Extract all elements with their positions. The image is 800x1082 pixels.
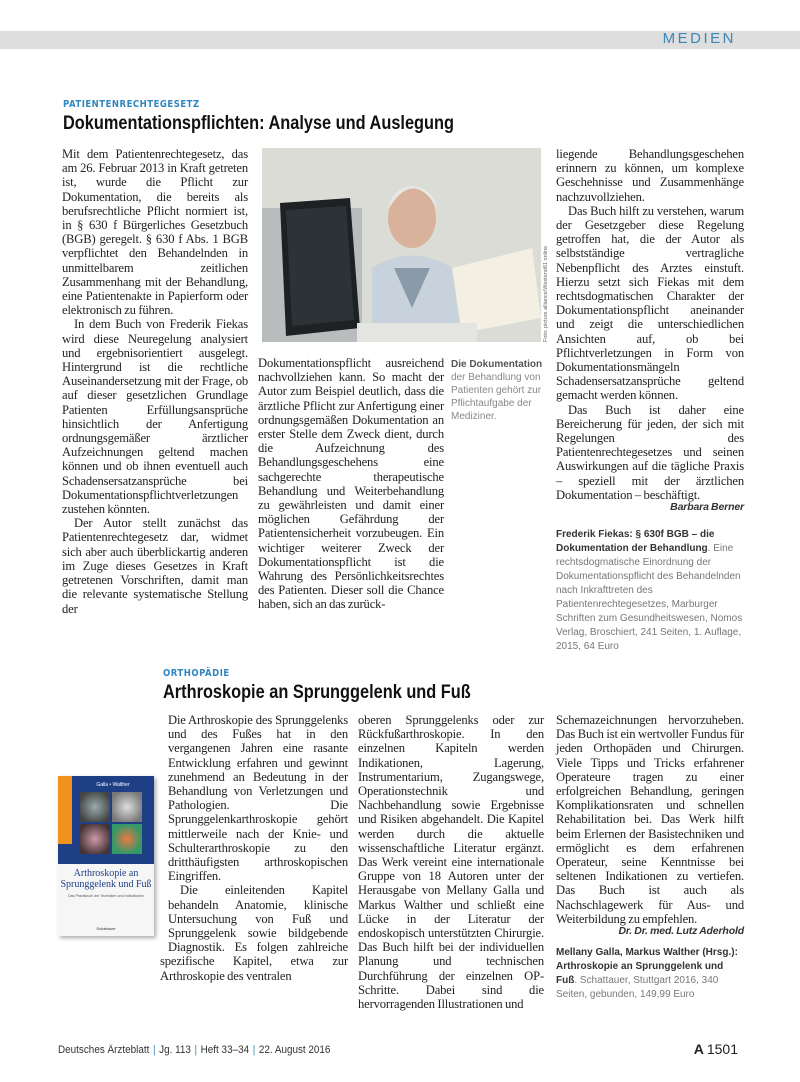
paragraph: Die Arthroskopie des Sprunggelenks und des Fußes hat in den vergangenen Jahren eine rasante Entwicklung erfahren und gewinnt zunehmend an Bedeutung in der Behandlung von Verletzungen und Pathologien. Die Sprunggelenkarthroskopie gehört mittlerweile nach der Knie- und Schulterarthroskopie zu den dritthäufigsten arthroskopischen Eingriffen. (168, 713, 348, 884)
doctor-photo-illustration (262, 148, 541, 342)
article1-kicker: PATIENTENRECHTEGESETZ (63, 99, 200, 110)
paragraph: Das Buch hilft zu verstehen, warum der Gesetzgeber diese Regelung getroffen hat, die der Autor als selbstständige vertragliche Nebenpflicht des Arztes einstuft. Hierzu setzt sich Fiekas mit dem rechtsdogmatischen Charakter der Dokumentationspflicht aneinander und zeigt die unterschiedlichen Ansichten auf, ob bei Pflichtverletzungen in Form von Dokumentationsmängeln Schadensersatzansprüche geltend gemacht werden können. (556, 203, 744, 403)
caption-text: der Behandlung von Patienten gehört zur Pflichtaufgabe der Mediziner. (451, 372, 542, 422)
article1-column-2 (258, 356, 444, 612)
book-authors: Galla • Walther (96, 782, 130, 788)
book-image (112, 792, 142, 822)
page-footer: Deutsches Ärzteblatt | Jg. 113 | Heft 33–34 | 22. August 2016 (58, 1044, 331, 1056)
article2-column-1 (160, 713, 348, 983)
bib-title: Mellany Galla, Markus Walther (Hrsg.): Arthroskopie an Sprunggelenk und Fuß (556, 947, 738, 987)
article1-column-3 (556, 147, 744, 654)
book-publisher: Schattauer (96, 926, 116, 931)
photo-caption (451, 358, 543, 423)
bib-title: Frederik Fiekas: § 630f BGB – die Dokumentation der Behandlung (556, 529, 715, 555)
book-image (112, 824, 142, 854)
issue-date: 22. August 2016 (258, 1044, 331, 1056)
article2-column-3 (556, 713, 744, 1002)
caption-lead: Die Dokumentation (451, 359, 543, 370)
book-image (80, 792, 110, 822)
article2-author: Dr. Dr. med. Lutz Aderhold (618, 925, 744, 938)
article1-photo-doctor (262, 148, 541, 342)
book-image (80, 824, 110, 854)
article1-author: Barbara Berner (670, 501, 744, 514)
issue: Heft 33–34 (200, 1044, 250, 1056)
paragraph: In dem Buch von Frederik Fiekas wird diese Neuregelung analysiert und ergebnisorientiert ausgelegt. Hintergrund ist die rechtliche Auseinandersetzung mit der Frage, ob auf dieser gesetzlichen Grundlage Patienten Erfüllungsansprüche hinsichtlich der Anfertigung ordnungsgemäßer ärztlicher Aufzeichnungen geltend machen können und ob ihnen eventuell auch Schadensersatzansprüche bei Dokumentationspflichtverletzungen zustehen könnten. (62, 317, 248, 517)
bib-details: . Schattauer, Stuttgart 2016, 340 Seiten, gebunden, 149,99 Euro (556, 975, 719, 1001)
book-cover-stripe (58, 776, 72, 844)
article1-column-1 (62, 147, 248, 616)
article2-column-2 (358, 713, 544, 1011)
paragraph: Der Autor stellt zunächst das Patientenrechtegesetz dar, widmet sich aber auch überblickartig anderen im Zuge dieses Gesetzes in Kraft getretenen Vorschriften, damit man die relevante systematische Stellung der (62, 516, 248, 616)
volume: Jg. 113 (159, 1044, 191, 1056)
paragraph: Die einleitenden Kapitel behandeln Anatomie, klinische Untersuchung von Fuß und Sprunggelenk sowie bildgebende Diagnostik. Es folgen zahlreiche spezifische Kapitel, etwa zur Arthroskopie des ventralen (160, 883, 348, 983)
book-cover (58, 776, 154, 936)
article1-title: Dokumentationspflichten: Analyse und Auslegung (63, 113, 454, 134)
book-wrap-spacer (160, 756, 168, 941)
photo-credit: Foto: picture alliance/Westend61 online (543, 245, 549, 342)
article1-bibliography (556, 528, 744, 654)
journal-name: Deutsches Ärzteblatt (58, 1044, 150, 1056)
paragraph: oberen Sprunggelenks oder zur Rückfußarthroskopie. In den einzelnen Kapiteln werden Indikationen, Lagerung, Instrumentarium, Zugangswege, Operationstechnik und Nachbehandlung sowie Ergebnisse und Risiken abgehandelt. Die Kapitel werden durch die aktuelle wissenschaftliche Literatur ergänzt. Das Werk vereint eine internationale Gruppe von 18 Autoren unter der Herausgabe von Mellany Galla und Markus Walther und schließt eine Lücke in der Literatur der endoskopisch unterstützten Chirurgie. Das Buch hilft bei der individuellen Planung und technischen Durchführung der einzelnen OP-Schritte. Dabei sind die hervorragenden Illustrationen und (358, 713, 544, 1012)
paragraph: Dokumentationspflicht ausreichend nachvollziehen kann. So macht der Autor zum Beispiel deutlich, dass die ärztliche Pflicht zur Anfertigung einer ordnungsgemäßen Dokumentation an erster Stelle dem Zweck dient, durch die Aufzeichnung des Behandlungsgeschehens eine sachgerechte therapeutische Behandlung und Weiterbehandlung zu gewährleisten und damit einer möglichen Gefährdung der Patientensicherheit vorzubeugen. Ein wichtiger weiterer Zweck der Dokumentationspflicht ist die Wahrung des Persönlichkeitsrechtes des Patienten. Dieser soll die Chance haben, sich an das zurück- (258, 356, 444, 612)
article2-bibliography (556, 946, 744, 1002)
paragraph: Mit dem Patientenrechtegesetz, das am 26. Februar 2013 in Kraft getreten ist, wurde die Pflicht zur Dokumentation, die bereits als berufsrechtliche Pflicht normiert ist, in § 630 f Bürgerliches Gesetzbuch (BGB) geregelt. § 630 f Abs. 1 BGB verpflichtet den Behandelnden in unmittelbarem zeitlichen Zusammenhang mit der Behandlung, eine Patientenakte in Papierform oder elektronisch zu führen. (62, 147, 248, 318)
article2-kicker: ORTHOPÄDIE (163, 668, 230, 679)
article2-title: Arthroskopie an Sprunggelenk und Fuß (163, 682, 471, 703)
page-prefix: A (693, 1041, 704, 1057)
book-title: Arthroskopie an Sprunggelenk und Fuß (60, 868, 152, 890)
paragraph: liegende Behandlungsgeschehen erinnern zu können, um komplexe Geschehnisse und Zusammenhänge nachzuvollziehen. (556, 147, 744, 204)
section-label: MEDIEN (662, 30, 736, 47)
paragraph: Das Buch ist daher eine Bereicherung für jeden, der sich mit Regelungen des Patientenrechtegesetzes und seinen Auswirkungen auf die tägliche Praxis – speziell mit der ärztlichen Dokumentation – beschäftigt. (556, 402, 744, 502)
page-number-value: 1501 (706, 1041, 738, 1057)
page-number (694, 1041, 738, 1057)
book-subtitle: Das Praxisbuch der Techniken und Indikationen (68, 894, 144, 898)
bib-details: . Eine rechtsdogmatische Einordnung der Dokumentationspflicht des Behandelnden nach Inkrafttreten des Patientenrechtegesetzes, Marburger Schriften zum Gesundheitswesen, Nomos Verlag, Broschiert, 241 Seiten, 1. Auflage, 2015, 64 Euro (556, 543, 743, 653)
paragraph: Schemazeichnungen hervorzuheben. Das Buch ist ein wertvoller Fundus für jeden Orthopäden und Chirurgen. Viele Tipps und Tricks erfahrener Operateure tragen zu einer erfolgreichen Behandlung, geringen Komplikationsraten und schnellen Rehabilitation bei. Das Werk hilft beim Erlernen der Basistechniken und ermöglicht es dem erfahrenen Operateur, seine Kenntnisse bei seltenen Indikationen zu vertiefen. Das Buch ist auch als Nachschlagewerk für Aus- und Weiterbildung zu empfehlen. (556, 713, 744, 926)
